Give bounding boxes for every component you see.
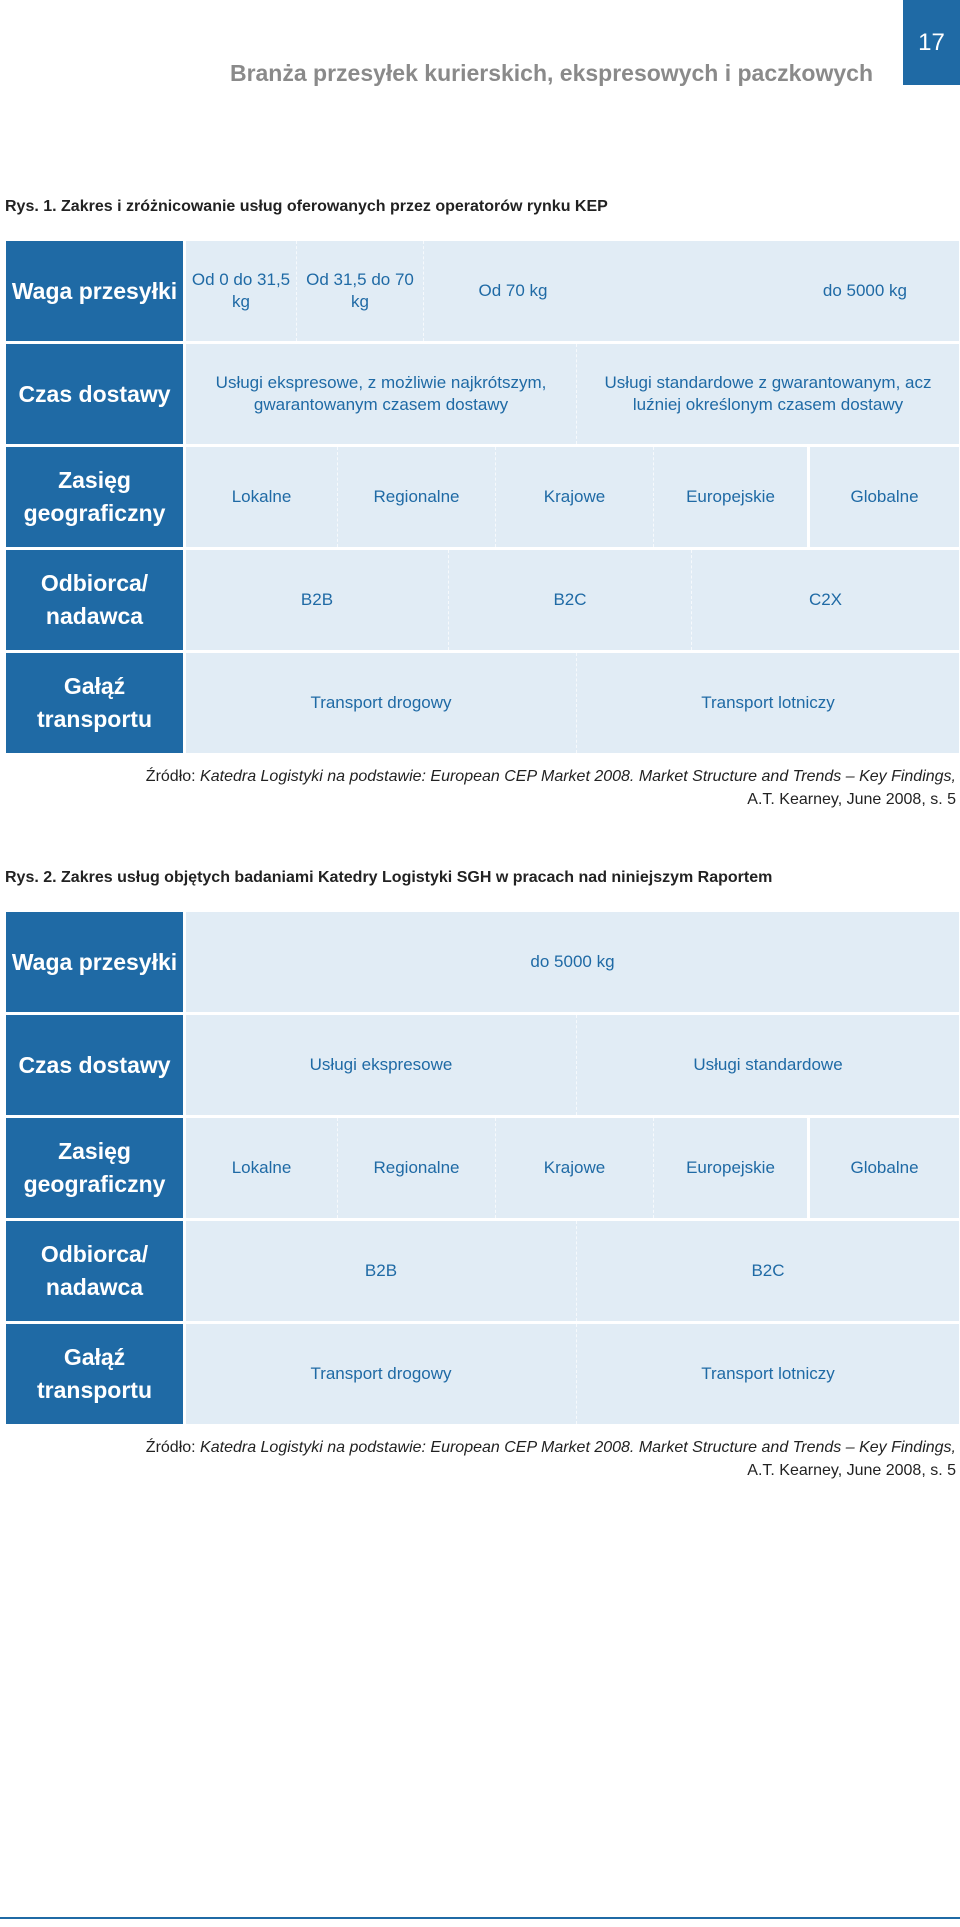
- cell-weight-5000: do 5000 kg: [822, 281, 907, 300]
- cell-lokalne: Lokalne: [231, 1158, 292, 1177]
- cell-weight-70: Od 70 kg: [423, 241, 602, 341]
- row-label-waga: Waga przesyłki: [6, 241, 183, 341]
- figure-2-source: Źródło: Katedra Logistyki na podstawie: European CEP Market 2008. Market Structure and Trends – Key Findings, A.T. Kearney, June 2008, s. 5: [145, 1439, 956, 1479]
- cell-standard: Usługi standardowe z gwarantowanym, acz luźniej określonym czasem dostawy: [576, 344, 959, 444]
- cell-europejskie: Europejskie: [653, 447, 807, 547]
- cell-europejskie: Europejskie: [653, 1118, 807, 1218]
- cell-express: Usługi ekspresowe, z możliwie najkrótszym, gwarantowanym czasem dostawy: [215, 373, 547, 414]
- footer-rule: [0, 1917, 960, 1919]
- cell-road: Transport drogowy: [310, 1364, 452, 1383]
- cell-krajowe: Krajowe: [495, 1118, 653, 1218]
- row-label-zasieg: Zasięg geograficzny: [6, 447, 183, 547]
- cell-regionalne: Regionalne: [337, 1118, 495, 1218]
- row-label-zasieg: Zasięg geograficzny: [6, 1118, 183, 1218]
- figure-1-title: Rys. 1. Zakres i zróżnicowanie usług oferowanych przez operatorów rynku KEP: [5, 198, 608, 215]
- row-label-waga: Waga przesyłki: [6, 912, 183, 1012]
- cell-express: Usługi ekspresowe: [309, 1055, 453, 1074]
- figure-2-table: [6, 912, 959, 1427]
- cell-road: Transport drogowy: [310, 693, 452, 712]
- row-galaz: [6, 653, 959, 753]
- cell-weight-0-31: Od 0 do 31,5 kg: [191, 270, 291, 311]
- cell-standard: Usługi standardowe: [576, 1015, 959, 1115]
- row-label-czas: Czas dostawy: [6, 1015, 183, 1115]
- cell-globalne: Globalne: [807, 1118, 959, 1218]
- row-czas: [6, 1015, 959, 1115]
- cell-krajowe: Krajowe: [495, 447, 653, 547]
- cell-b2b: B2B: [300, 590, 334, 609]
- figure-2-title: Rys. 2. Zakres usług objętych badaniami Katedry Logistyki SGH w pracach nad niniejszym Raportem: [5, 869, 773, 886]
- row-label-odbiorca: Odbiorca/ nadawca: [6, 1221, 183, 1321]
- row-galaz: [6, 1324, 959, 1424]
- figure-1-table: [6, 241, 959, 756]
- running-header: Branża przesyłek kurierskich, ekspresowych i paczkowych: [229, 60, 873, 86]
- row-label-odbiorca: Odbiorca/ nadawca: [6, 550, 183, 650]
- cell-air: Transport lotniczy: [576, 653, 959, 753]
- cell-c2x: C2X: [691, 550, 959, 650]
- row-waga: [6, 912, 959, 1012]
- row-waga: [6, 241, 959, 341]
- figure-1-source: Źródło: Katedra Logistyki na podstawie: European CEP Market 2008. Market Structure and Trends – Key Findings, A.T. Kearney, June 2008, s. 5: [145, 768, 956, 808]
- row-zasieg: [6, 447, 959, 547]
- cell-weight-5000: do 5000 kg: [530, 952, 615, 971]
- cell-air: Transport lotniczy: [576, 1324, 959, 1424]
- row-odbiorca: [6, 1221, 959, 1321]
- cell-b2c: B2C: [576, 1221, 959, 1321]
- row-odbiorca: [6, 550, 959, 650]
- cell-lokalne: Lokalne: [231, 487, 292, 506]
- row-label-czas: Czas dostawy: [6, 344, 183, 444]
- row-czas: [6, 344, 959, 444]
- page-number: 17: [903, 0, 960, 85]
- row-zasieg: [6, 1118, 959, 1218]
- cell-b2b: B2B: [364, 1261, 398, 1280]
- cell-weight-31-70: Od 31,5 do 70 kg: [296, 241, 423, 341]
- row-label-galaz: Gałąź transportu: [6, 1324, 183, 1424]
- cell-globalne: Globalne: [807, 447, 959, 547]
- cell-b2c: B2C: [448, 550, 691, 650]
- cell-regionalne: Regionalne: [337, 447, 495, 547]
- row-label-galaz: Gałąź transportu: [6, 653, 183, 753]
